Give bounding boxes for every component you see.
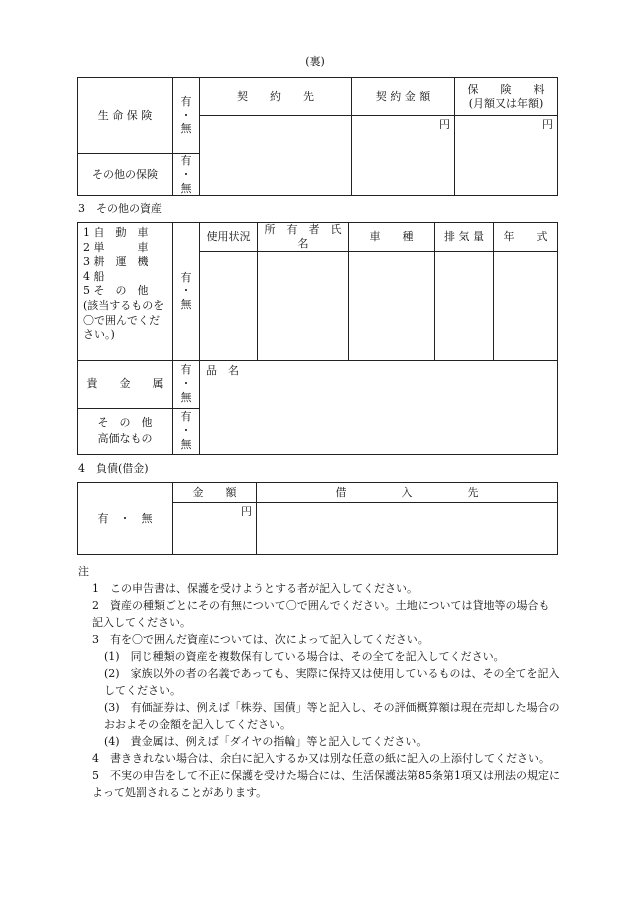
yen-label: 円 [439,118,450,131]
owner-cell[interactable] [258,251,349,360]
col-displacement: 排 気 量 [435,223,494,252]
other-valuables-yes-no[interactable]: 有 ・ 無 [173,408,200,454]
insurance-table [77,77,558,196]
debt-yes-no[interactable]: 有 ・ 無 [78,483,173,555]
other-valuables-line2: 高価なもの [97,432,153,445]
yen-label: 円 [241,505,252,518]
other-assets-table [77,222,558,455]
col-contractor: 契 約 先 [200,78,352,116]
vehicle-note: (該当するものを〇で囲んでください。) [83,298,165,342]
note-1: 1 この申告書は、保護を受けようとする者が記入してください。 [92,582,418,595]
section-3-title: 3 その他の資産 [78,202,162,215]
vehicle-4: 4 船 [83,269,105,283]
other-insurance-yes-no[interactable]: 有 ・ 無 [173,154,200,196]
model-cell[interactable] [349,251,435,360]
yen-label: 円 [542,118,553,131]
col-owner: 所 有 者 氏 名 [258,223,349,252]
displacement-cell[interactable] [435,251,494,360]
notes-section [78,563,560,801]
col-lender: 借 入 先 [257,483,558,503]
life-insurance-label: 生 命 保 険 [78,78,173,154]
debt-amount-cell[interactable] [173,503,257,555]
col-year: 年 式 [494,223,558,252]
vehicle-2: 2 単 車 [83,240,149,254]
note-5: 5 不実の申告をして不正に保護を受けた場合には、生活保護法第85条第1項又は刑法の規定によって処罰されることがあります。 [92,769,560,799]
col-usage: 使用状況 [200,223,258,252]
section-4-title: 4 負債(借金) [78,462,149,475]
life-insurance-yes-no[interactable]: 有 ・ 無 [173,78,200,154]
note-3-3: (3) 有価証券は、例えば「株券、国債」等と記入し、その評価概算額は現在売却した場合のおおよその金額を記入してください。 [104,701,560,731]
col-debt-amount: 金 額 [173,483,257,503]
other-valuables-label [78,408,173,454]
note-2: 2 資産の種類ごとにその有無について〇で囲んでください。土地については貸地等の場合も記入してください。 [92,599,550,629]
other-valuables-line1: そ の 他 [97,416,153,429]
notes-heading: 注 [78,565,89,578]
precious-metal-label: 貴 金 属 [78,360,173,408]
precious-metal-yes-no[interactable]: 有 ・ 無 [173,360,200,408]
col-premium-title: 保 険 料 [467,82,545,96]
col-premium [455,78,558,116]
vehicle-1: 1 自 動 車 [83,226,149,239]
note-3-4: (4) 貴金属は、例えば「ダイヤの指輪」等と記入してください。 [104,735,428,748]
page-header: (裏) [305,55,325,68]
col-contract-amount: 契 約 金 額 [352,78,455,116]
vehicle-types-cell [78,223,173,361]
usage-cell[interactable] [200,251,258,360]
premium-cell[interactable] [455,116,558,196]
item-name-label: 品 名 [206,363,239,377]
year-cell[interactable] [494,251,558,360]
lender-cell[interactable] [257,503,558,555]
item-name-cell[interactable] [200,360,558,454]
other-insurance-label: その他の保険 [78,154,173,196]
note-3-1: (1) 同じ種類の資産を複数保有している場合は、その全てを記入してください。 [104,650,505,663]
col-premium-sub: (月額又は年額) [468,96,544,110]
note-4: 4 書ききれない場合は、余白に記入するか又は別な任意の紙に記入の上添付してください。 [92,752,550,765]
note-3: 3 有を〇で囲んだ資産については、次によって記入してください。 [92,633,429,646]
vehicle-5: 5 そ の 他 [83,284,149,298]
note-3-2: (2) 家族以外の者の名義であっても、実際に保持又は使用しているものは、その全てを記入してください。 [104,667,560,697]
debt-table [77,482,558,555]
vehicle-yes-no[interactable]: 有 ・ 無 [173,223,200,361]
vehicle-3: 3 耕 運 機 [83,255,149,269]
contractor-cell[interactable] [200,116,352,196]
amount-cell[interactable] [352,116,455,196]
col-model: 車 種 [349,223,435,252]
